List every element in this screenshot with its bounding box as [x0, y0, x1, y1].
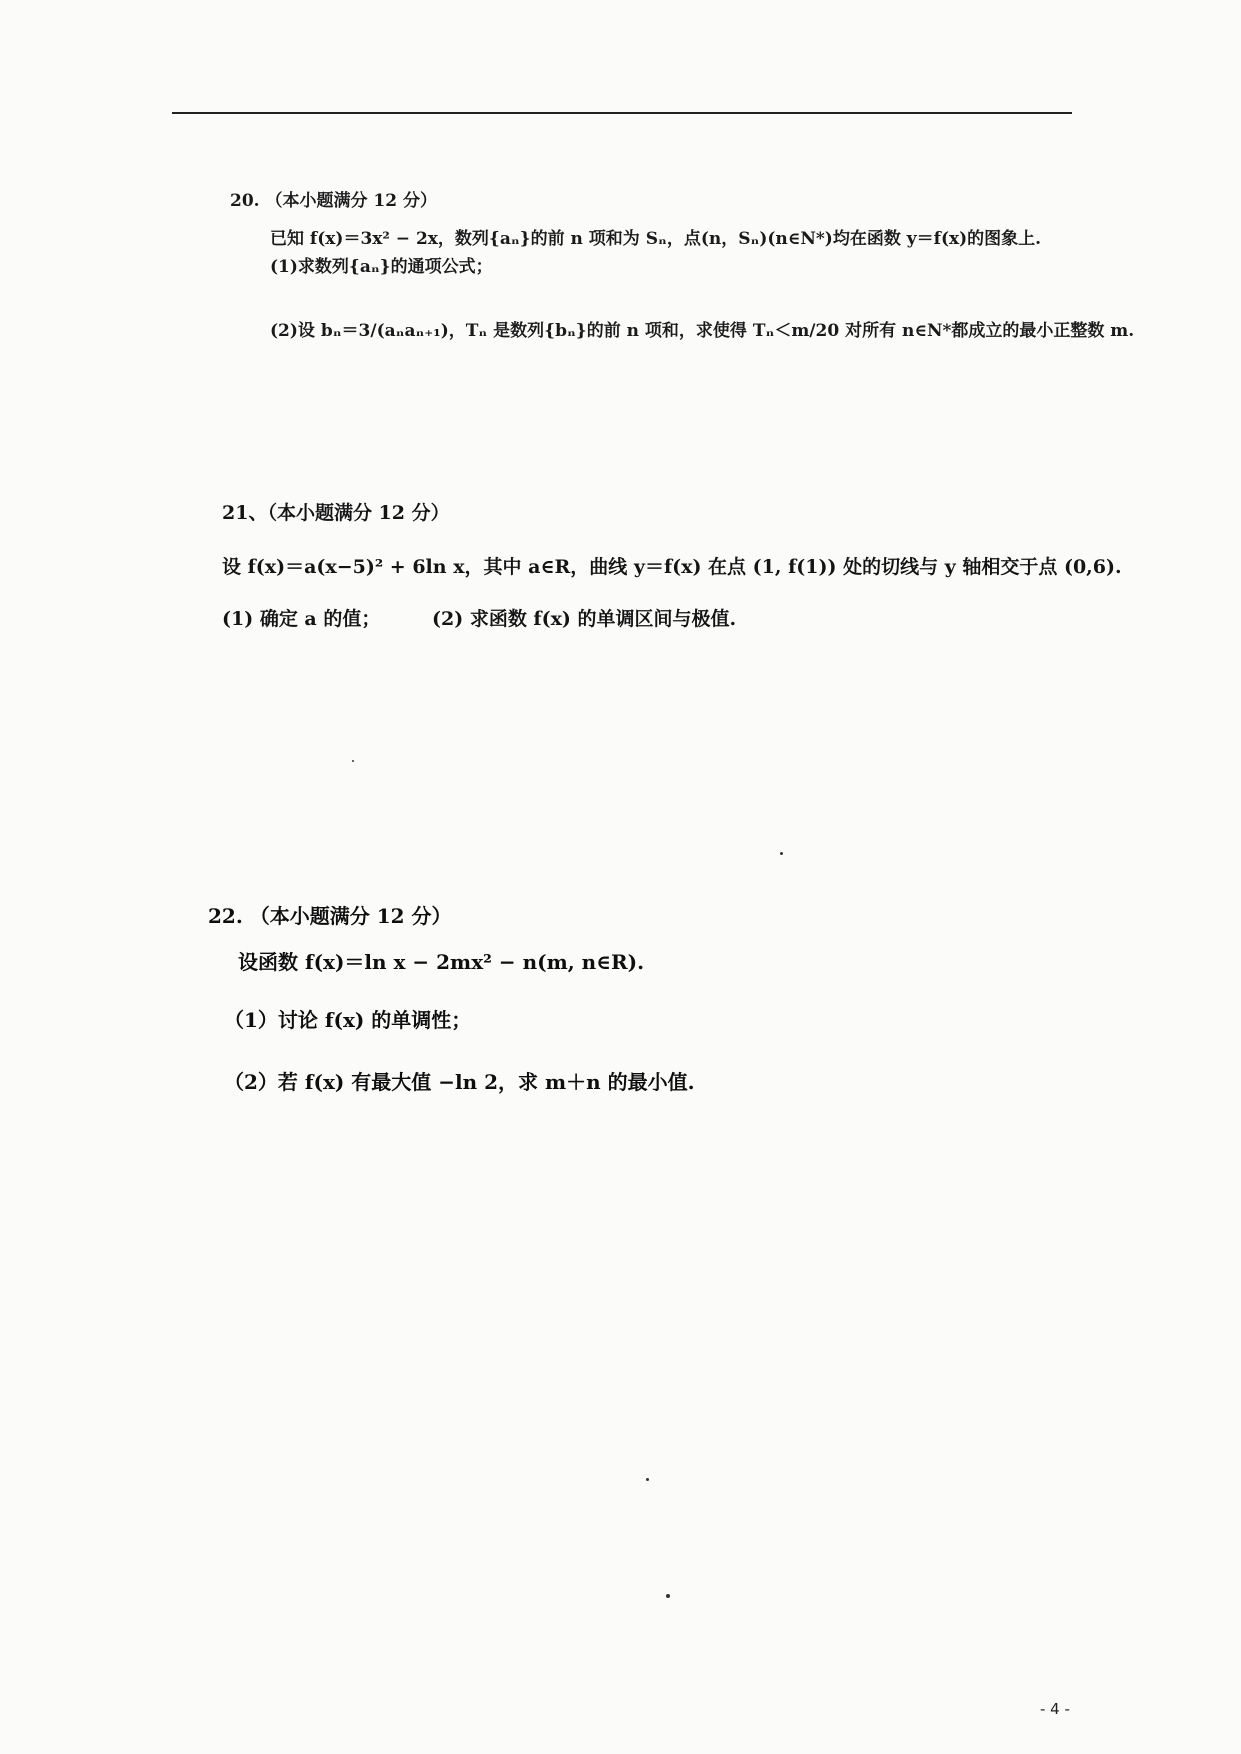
problem-21-statement: 设 f(x)＝a(x−5)² + 6ln x，其中 a∈R，曲线 y＝f(x) 在点 (1, f(1)) 处的切线与 y 轴相交于点 (0,6). — [222, 556, 1122, 578]
problem-20-heading: 20. （本小题满分 12 分） — [230, 191, 437, 211]
problem-22-part2: （2）若 f(x) 有最大值 −ln 2，求 m＋n 的最小值. — [224, 1070, 695, 1094]
problem-21-part2: (2) 求函数 f(x) 的单调区间与极值. — [432, 608, 737, 630]
problem-20-statement: 已知 f(x)＝3x² − 2x，数列{aₙ}的前 n 项和为 Sₙ，点(n，Sₙ)(n∈N*)均在函数 y＝f(x)的图象上. — [270, 229, 1042, 249]
problem-21-heading: 21、（本小题满分 12 分） — [222, 502, 450, 524]
scan-speck — [352, 760, 354, 762]
problem-22-part1: （1）讨论 f(x) 的单调性； — [224, 1008, 472, 1032]
page-number: - 4 - — [1040, 1700, 1070, 1718]
scan-speck — [780, 852, 783, 855]
problem-22-heading: 22. （本小题满分 12 分） — [208, 904, 452, 928]
problem-22-statement: 设函数 f(x)＝ln x − 2mx² − n(m, n∈R). — [238, 950, 645, 974]
header-rule — [172, 112, 1072, 114]
scan-speck — [666, 1594, 670, 1598]
problem-21-part1: (1) 确定 a 的值； — [222, 608, 381, 630]
scan-speck — [646, 1478, 649, 1481]
problem-20-part1: (1)求数列{aₙ}的通项公式； — [270, 257, 493, 277]
problem-20-part2: (2)设 bₙ＝3/(aₙaₙ₊₁)，Tₙ 是数列{bₙ}的前 n 项和，求使得 Tₙ＜m/20 对所有 n∈N*都成立的最小正整数 m. — [270, 321, 1135, 341]
